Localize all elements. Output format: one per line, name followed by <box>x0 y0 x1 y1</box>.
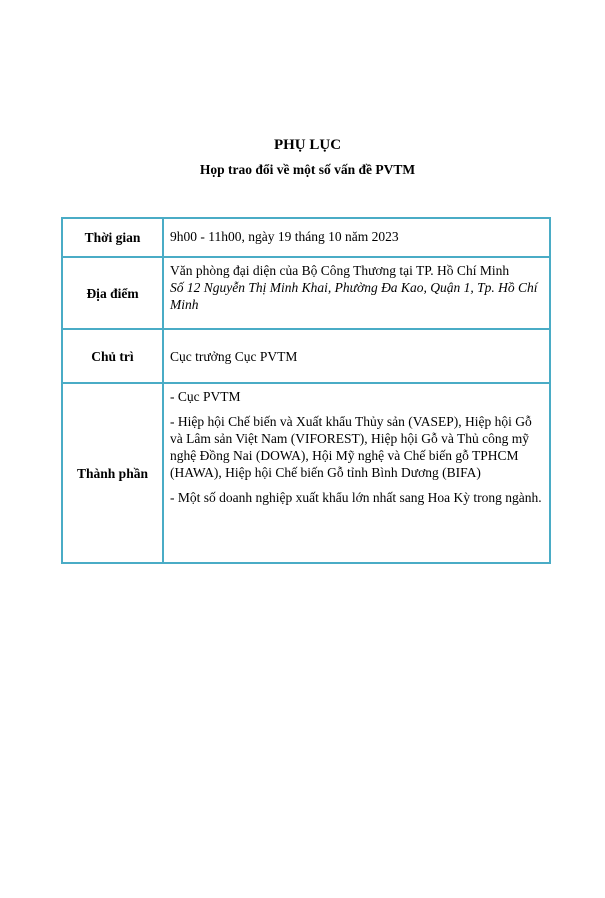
table-row-participants <box>62 383 550 563</box>
location-value <box>163 257 550 329</box>
location-address: Số 12 Nguyễn Thị Minh Khai, Phường Đa Kao, Quận 1, Tp. Hồ Chí Minh <box>170 280 538 312</box>
participant-item: - Một số doanh nghiệp xuất khẩu lớn nhất sang Hoa Kỳ trong ngành. <box>170 490 542 505</box>
location-office: Văn phòng đại diện của Bộ Công Thương tại TP. Hồ Chí Minh <box>170 263 510 278</box>
table-row-time <box>62 218 550 257</box>
location-label: Địa điểm <box>62 257 163 329</box>
participant-item: - Cục PVTM <box>170 389 241 404</box>
chair-label: Chủ trì <box>62 329 163 383</box>
table-row-location <box>62 257 550 329</box>
time-value: 9h00 - 11h00, ngày 19 tháng 10 năm 2023 <box>163 218 550 257</box>
participants-value <box>163 383 550 563</box>
table-row-chair <box>62 329 550 383</box>
meeting-info-table <box>61 217 551 564</box>
chair-value: Cục trưởng Cục PVTM <box>163 329 550 383</box>
page-subtitle: Họp trao đổi về một số vấn đề PVTM <box>199 162 416 177</box>
participant-item: - Hiệp hội Chế biến và Xuất khẩu Thủy sản (VASEP), Hiệp hội Gỗ và Lâm sản Việt Nam (VIFOREST), Hiệp hội Gỗ và Thủ công mỹ nghệ Đồng Nai (DOWA), Hội Mỹ nghệ và Chế biến gỗ TPHCM (HAWA), Hiệp hội Chế biến Gỗ tỉnh Bình Dương (BIFA) <box>170 414 532 480</box>
time-label: Thời gian <box>62 218 163 257</box>
page-title: PHỤ LỤC <box>273 137 342 153</box>
participants-label: Thành phần <box>62 383 163 563</box>
